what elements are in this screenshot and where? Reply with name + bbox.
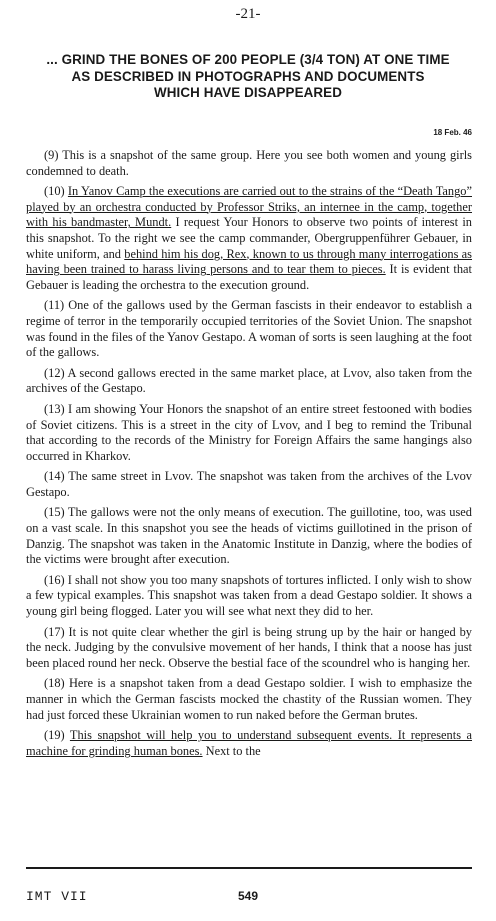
paragraph-11: (11) One of the gallows used by the German fascists in their endeavor to establish a regime of terror in the temporarily occupied territories of the Soviet Union. The snapshot was found in the files of the Yanov Gestapo. A woman of sorts is seen laughing at the foot of the gallows.: [26, 298, 472, 360]
paragraph-16: (16) I shall not show you too many snapshots of tortures inflicted. I only wish to show a few typical examples. This snapshot was taken from a dead Gestapo soldier. It shows a young girl being flogged. Later you will see what next they did to her.: [26, 572, 472, 619]
paragraph-14: (14) The same street in Lvov. The snapshot was taken from the archives of the Lvov Gestapo.: [26, 469, 472, 499]
page-number-bottom: 549: [237, 889, 259, 903]
page-heading: [10, 52, 486, 102]
paragraph-19-number: (19): [44, 728, 70, 743]
heading-line-1: ... GRIND THE BONES OF 200 PEOPLE (3/4 TON) AT ONE TIME: [46, 52, 450, 67]
paragraph-19-text: Next to the: [202, 743, 261, 758]
document-body: [26, 148, 472, 764]
paragraph-10-text-end: It is evident that Gebauer is leading the orchestra to the execution ground.: [26, 262, 473, 292]
paragraph-17: (17) It is not quite clear whether the girl is being strung up by the hair or hanged by the neck. Judging by the convulsive movement of her hands, I think that a noose has just been placed round her neck. Observe the bestial face of the scoundrel who is hanging her.: [26, 624, 472, 670]
heading-line-3: WHICH HAVE DISAPPEARED: [154, 85, 342, 100]
underlined-passage: behind him his dog, Rex, known to us through many interrogations as having been trained to harass living persons and to tear them to pieces.: [26, 246, 473, 277]
heading-line-2: AS DESCRIBED IN PHOTOGRAPHS AND DOCUMENTS: [71, 68, 425, 84]
page-number-top: -21-: [235, 6, 261, 22]
date-stamp: 18 Feb. 46: [433, 128, 472, 137]
paragraph-19: [26, 728, 472, 759]
paragraph-9: (9) This is a snapshot of the same group. Here you see both women and young girls condemned to death.: [26, 148, 472, 178]
paragraph-10: [26, 184, 472, 293]
paragraph-15: (15) The gallows were not the only means of execution. The guillotine, too, was used on a vast scale. In this snapshot you see the heads of victims guillotined in the prison of Danzig. The snapshot was taken in the Anatomic Institute in Danzig, where the bodies of the victims were brought after execution.: [26, 505, 472, 567]
paragraph-12: (12) A second gallows erected in the same market place, at Lvov, also taken from the archives of the Gestapo.: [26, 365, 472, 396]
paragraph-10-number: (10): [44, 184, 68, 199]
paragraph-13: (13) I am showing Your Honors the snapshot of an entire street festooned with bodies of Soviet citizens. This is a street in the city of Lvov, and I beg to remind the Tribunal that according to the records of the Ministry for Foreign Affairs the same hangings also occurred in Kharkov.: [26, 401, 472, 463]
footer-divider: [26, 867, 472, 869]
underlined-passage: In Yanov Camp the executions are carried out to the strains of the “Death Tango” played by an orchestra conducted by Professor Striks, an internee in the camp, together with his bandmaster, Mundt.: [26, 184, 472, 230]
underlined-passage: This snapshot will help you to understand subsequent events. It represents a machine for grinding human bones.: [26, 728, 472, 758]
volume-label: IMT VII: [26, 889, 88, 904]
paragraph-10-text: I request Your Honors to observe two points of interest in this snapshot. To the right we see the camp commander, Obergruppenführer Gebauer, in white uniform, and: [26, 215, 472, 261]
paragraph-18: (18) Here is a snapshot taken from a dead Gestapo soldier. I wish to emphasize the manner in which the German fascists mocked the chastity of the Russian women. They had just forced these Ukrainian women to run naked before the German brutes.: [26, 676, 472, 722]
